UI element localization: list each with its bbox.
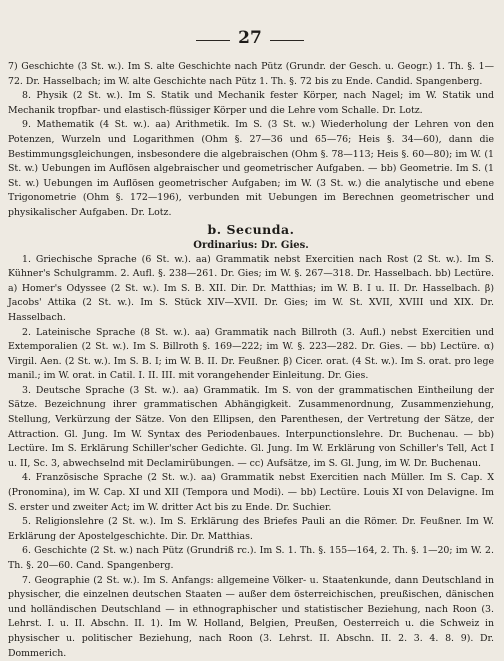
paragraph-physik-prima: 8. Physik (2 St. w.). Im S. Statik und Mechanik fester Körper, nach Nagel; im W. Statik und Mechanik tropfbar- und elastisch-flüssiger Körper und die Lehre vom Schalle. Dr. Lotz. xyxy=(8,90,494,116)
paragraph-franzoesisch: 4. Französische Sprache (2 St. w.). aa) Grammatik nebst Exercitien nach Müller. Im S. Cap. X (Pronomina), im W. Cap. XI und XII (Tempora und Modi). — bb) Lectüre. Louis XI von Delavigne. Im S. erster und zweiter Act; im W. dritter Act bis zu Ende. Dr. Suchier. xyxy=(8,472,494,513)
paragraph-deutsch: 3. Deutsche Sprache (3 St. w.). aa) Grammatik. Im S. von der grammatischen Eintheilung der Sätze. Bezeichnung ihrer grammatischen Abhängigkeit. Zusammenordnung, Zusammenziehung, Stellung, Verkürzung der Sätze. Von den Ellipsen, den Parenthesen, der Vertretung der Sätze, der Attraction. Gl. Jung. Im W. Syntax des Periodenbaues. Interpunctionslehre. Dr. Buchenau. — bb) Lectüre. Im S. Erklärung Schiller'scher Gedichte. Gl. Jung. Im W. Erklärung von Schiller's Tell, Act I u. II, Sc. 3, abwechselnd mit Declamirübungen. — cc) Aufsätze, im S. Gl. Jung, im W. Dr. Buchenau. xyxy=(8,384,494,469)
paragraph-geschichte-prima: 7) Geschichte (3 St. w.). Im S. alte Geschichte nach Pütz (Grundr. der Gesch. u. Geogr.) 1. Th. §. 1—72. Dr. Hasselbach; im W. alte Geschichte nach Pütz 1. Th. §. 72 bis zu Ende. Candid. Spangenberg. xyxy=(8,61,494,87)
header-rule-right xyxy=(270,40,304,41)
page-number: 27 xyxy=(238,28,262,48)
paragraph-religion: 5. Religionslehre (2 St. w.). Im S. Erklärung des Briefes Pauli an die Römer. Dr. Feußner. Im W. Erklärung der Apostelgeschichte. Dir. Dr. Matthias. xyxy=(8,516,494,542)
paragraph-geographie: 7. Geographie (2 St. w.). Im S. Anfangs: allgemeine Völker- u. Staatenkunde, dann Deutschland in physischer, die einzelnen deutschen Staaten — außer dem österreichischen, preußischen, dänischen und holländischen Deutschland — in ethnographischer und statistischer Beziehung, nach Roon (3. Lehrst. I. u. II. Abschn. II. 1). Im W. Holland, Belgien, Preußen, Oesterreich u. die Schweiz in physischer u. politischer Beziehung, nach Roon (3. Lehrst. II. Abschn. II. 2. 3. 4. 8. 9). Dr. Dommerich. xyxy=(8,574,494,659)
section-title-secunda: b. Secunda. xyxy=(207,221,295,237)
header-rule-left xyxy=(196,40,230,41)
page-header xyxy=(0,28,504,48)
paragraph-griechisch: 1. Griechische Sprache (6 St. w.). aa) Grammatik nebst Exercitien nach Rost (2 St. w.). Im S. Kühner's Schulgramm. 2. Aufl. §. 238—261. Dr. Gies; im W. §. 267—318. Dr. Hasselbach. bb) Lectüre. a) Homer's Odyssee (2 St. w.). Im S. B. XII. Dir. Dr. Matthias; im W. B. I u. II. Dr. Hasselbach. β) Jacobs' Attika (2 St. w.). Im S. Stück XIV—XVII. Dr. Gies; im W. St. XVII, XVIII und XIX. Dr. Hasselbach. xyxy=(8,253,494,323)
ordinarius-line: Ordinarius: Dr. Gies. xyxy=(193,239,309,251)
page-body xyxy=(8,60,494,661)
paragraph-latein: 2. Lateinische Sprache (8 St. w.). aa) Grammatik nach Billroth (3. Aufl.) nebst Exercitien und Extemporalien (2 St. w.). Im S. Billroth §. 169—222; im W. §. 223—282. Dr. Gies. — bb) Lectüre. α) Virgil. Aen. (2 St. w.). Im S. B. I; im W. B. II. Dr. Feußner. β) Cicer. orat. (4 St. w.). Im S. orat. pro lege manil.; im W. orat. in Catil. I. II. III. mit vorangehender Einleitung. Dr. Gies. xyxy=(8,326,494,382)
paragraph-geschichte-secunda: 6. Geschichte (2 St. w.) nach Pütz (Grundriß rc.). Im S. 1. Th. §. 155—164, 2. Th. §. 1—20; im W. 2. Th. §. 20—60. Cand. Spangenberg. xyxy=(8,545,494,571)
paragraph-mathematik-prima: 9. Mathematik (4 St. w.). aa) Arithmetik. Im S. (3 St. w.) Wiederholung der Lehren von den Potenzen, Wurzeln und Logarithmen (Ohm §. 27—36 und 65—76; Heis §. 34—60), dann die Bestimmungsgleichungen, insbesondere die algebraischen (Ohm §. 78—113; Heis §. 60—80); im W. (1 St. w.) Uebungen im Auflösen algebraischer und geometrischer Aufgaben. — bb) Geometrie. Im S. (1 St. w.) Uebungen im Auflösen geometrischer Aufgaben; im W. (3 St. w.) die analytische und ebene Trigonometrie (Ohm §. 172—196), verbunden mit Uebungen im Berechnen geometrischer und physikalischer Aufgaben. Dr. Lotz. xyxy=(8,119,494,218)
